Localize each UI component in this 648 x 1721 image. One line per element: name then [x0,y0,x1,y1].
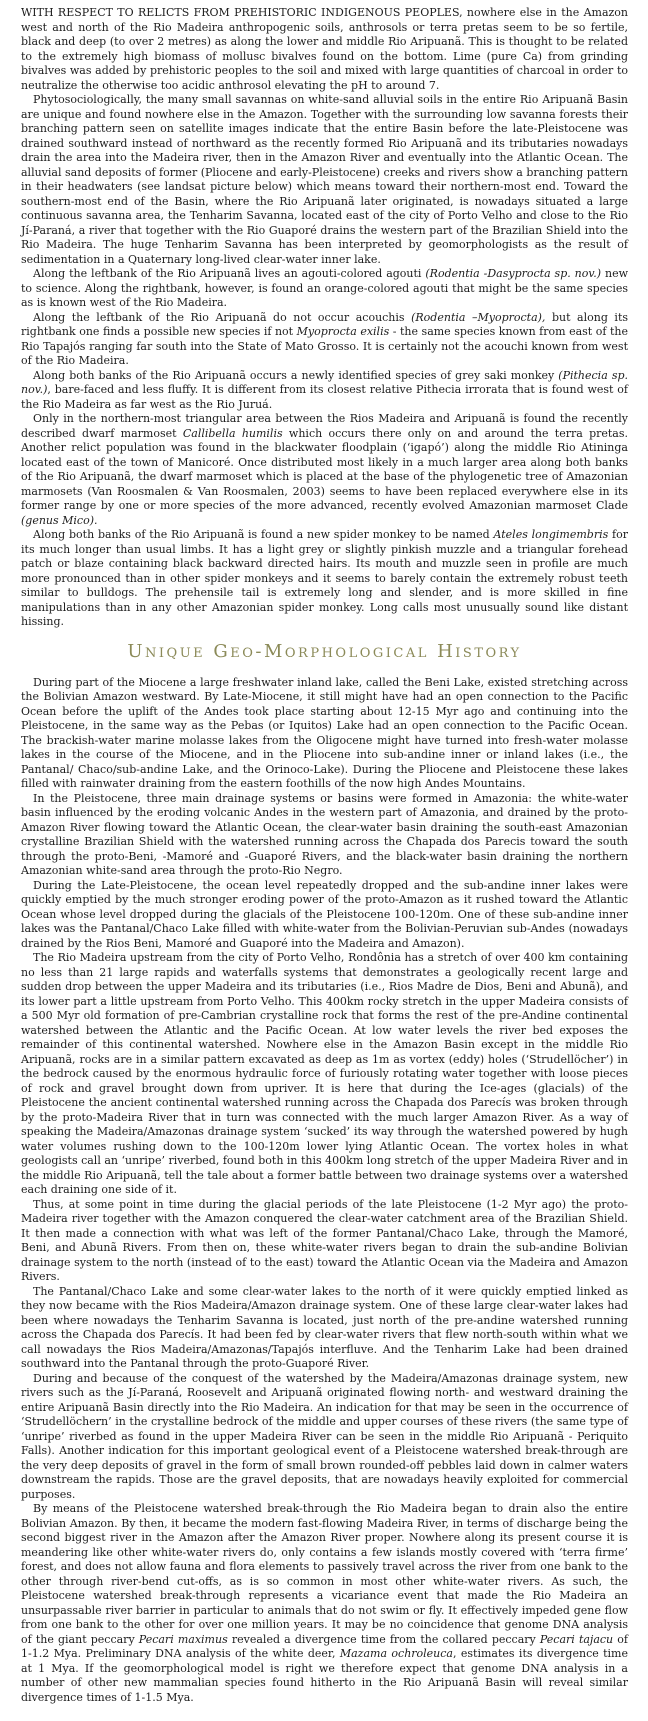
paragraph: The Rio Madeira upstream from the city of Porto Velho, Rondônia has a stretch of over 400 km containing no less than 21 large rapids and waterfalls systems that demonstrates a geologically recent large and sudden drop between the upper Madeira and its tributaries (i.e., Rios Madre de Dios, Beni and Abunã), and its lower part a little upstream from Porto Velho. This 400km rocky stretch in the upper Madeira consists of a 500 Myr old formation of pre-Cambrian crystalline rock that forms the rest of the pre-Andine continental watershed between the Atlantic and the Pacific Ocean. At low water levels the river bed exposes the remainder of this continental watershed. Nowhere else in the Amazon Basin except in the middle Rio Aripuanã, rocks are in a similar pattern excavated as deep as 1m as vortex (eddy) holes (‘Strudellöcher’) in the bedrock caused by the enormous hydraulic force of furiously rotating water together with loose pieces of rock and gravel brought down from upriver. It is here that during the Ice-ages (glacials) of the Pleistocene the ancient continental watershed running across the Chapada dos Parecís was broken through by the proto-Madeira River that in turn was connected with the much larger Amazon River. As a way of speaking the Madeira/Amazonas drainage system ‘sucked’ its way through the watershed powered by hugh water volumes rushing down to the 100-120m lower lying Atlantic Ocean. The vortex holes in what geologists call an ‘unripe’ riverbed, found both in this 400km long stretch of the upper Madeira River and in the middle Rio Aripuanã, tell the tale about a former battle between two drainage systems over a watershed each draining one side of it. [21,951,628,1196]
paragraph: During and because of the conquest of the watershed by the Madeira/Amazonas drainage system, new rivers such as the Jí-Paraná, Roosevelt and Aripuanã originated flowing north- and westward draining the entire Aripuanã Basin directly into the Rio Madeira. An indication for that may be seen in the occurrence of ‘Strudellöchern’ in the crystalline bedrock of the middle and upper courses of these rivers (the same type of ‘unripe’ riverbed as found in the upper Madeira River can be seen in the middle Rio Aripuanã - Periquito Falls). Another indication for this important geological event of a Pleistocene watershed break-through are the very deep deposits of gravel in the form of small brown rounded-off pebbles laid down in calmer waters downstream the rapids. Those are the gravel deposits, that are nowadays heavily exploited for commercial purposes. [21,1371,628,1501]
taxon-name: Callibella humilis [182,426,283,440]
taxon-name: Ateles longimembris [493,528,609,541]
paragraph: Along the leftbank of the Rio Aripuanã do not occur acouchis (Rodentia –Myoprocta), but along its rightbank one finds a possible new species if not Myoprocta exilis - the same species known from east of the Rio Tapajós ranging far south into the State of Mato Grosso. It is certainly not the acouchi known from west of the Rio Madeira. [21,310,629,367]
paragraph: Along the leftbank of the Rio Aripuanã lives an agouti-colored agouti (Rodentia -Dasyprocta sp. nov.) new to science. Along the rightbank, however, is found an orange-colored agouti that might be the same species as is known west of the Rio Madeira. [21,267,628,309]
paragraph: Along both banks of the Rio Aripuanã occurs a newly identified species of grey saki monkey (Pithecia sp. nov.), bare-faced and less fluffy. It is different from its closest relative Pithecia irrorata that is found west of the Rio Madeira as far west as the Rio Juruá. [21,368,628,411]
paragraph: In the Pleistocene, three main drainage systems or basins were formed in Amazonia: the white-water basin influenced by the eroding volcanic Andes in the western part of Amazonia, and drained by the proto-Amazon River flowing toward the Atlantic Ocean, the clear-water basin draining the south-east Amazonian crystalline Brazilian Shield with the watershed running across the Chapada dos Parecis toward the south through the proto-Beni, -Mamoré and -Guaporé Rivers, and the black-water basin draining the northern Amazonian white-sand area through the proto-Rio Negro. [21,791,628,877]
paragraph: During the Late-Pleistocene, the ocean level repeatedly dropped and the sub-andine inner lakes were quickly emptied by the much stronger eroding power of the proto-Amazon as it rushed toward the Atlantic Ocean whose level dropped during the glacials of the Pleistocene 100-120m. One of these sub-andine inner lakes was the Pantanal/Chaco Lake filled with white-water from the Bolivian-Peruvian sub-Andes (nowadays drained by the Rios Beni, Mamoré and Guaporé into the Madeira and Amazon). [21,878,628,950]
taxon-name: Mazama ochroleuca [339,1647,453,1660]
taxon-name: Pecari tajacu [539,1632,614,1646]
paragraph: The Pantanal/Chaco Lake and some clear-water lakes to the north of it were quickly emptied linked as they now became with the Rios Madeira/Amazon drainage system. One of these large clear-water lakes had been where nowadays the Tenharim Savanna is located, just north of the pre-andine watershed running across the Chapada dos Parecís. It had been fed by clear-water rivers that flew north-south within what we call nowadays the Rios Madeira/Amazonas/Tapajós interfluve. And the Tenharim Lake had been drained southward into the Pantanal through the proto-Guaporé River. [21,1284,628,1370]
paragraph: Along both banks of the Rio Aripuanã is found a new spider monkey to be named Ateles longimembris for its much longer than usual limbs. It has a light grey or slightly pinkish muzzle and a triangular forehead patch or blaze containing black backward directed hairs. Its mouth and muzzle seen in profile are much more pronounced than in other spider monkeys and it seems to barely contain the extremely robust teeth similar to bulldogs. The prehensile tail is extremely long and slender, and is more skilled in fine manipulations than in any other Amazonian spider monkey. Long calls most unusually sound like distant hissing. [21,528,629,628]
taxon-name: (genus Mico). [21,513,98,527]
taxon-name: (Rodentia -Dasyprocta sp. nov.) [425,267,602,280]
paragraph: By means of the Pleistocene watershed break-through the Rio Madeira began to drain also the entire Bolivian Amazon. By then, it became the modern fast-flowing Madeira River, in terms of discharge being the second biggest river in the Amazon after the Amazon River proper. Nowhere along its present course it is meandering like other white-water rivers do, only contains a few islands mostly covered with ‘terra firme’ forest, and does not allow fauna and flora elements to passively travel across the river from one bank to the other through river-bend cut-offs, as is so common in most other white-water rivers. As such, the Pleistocene watershed break-through represents a vicariance event that made the Rio Madeira an unsurpassable river barrier in particular to animals that do not swim or fly. It effectively impeded gene flow from one bank to the other for over one million years. It may be no coincidence that genome DNA analysis of the giant peccary Pecari maximus revealed a divergence time from the collared peccary Pecari tajacu of 1-1.2 Mya. Preliminary DNA analysis of the white deer, Mazama ochroleuca, estimates its divergence time at 1 Mya. If the geomorphological model is right we therefore expect that genome DNA analysis in a number of other new mammalian species found hitherto in the Rio Aripuanã Basin will reveal similar divergence times of 1-1.5 Mya. [21,1502,628,1704]
section-heading: Unique Geo-Morphological History [127,640,522,662]
taxon-name: (Rodentia –Myoprocta), [411,310,546,324]
paragraph: Only in the northern-most triangular area between the Rios Madeira and Aripuanã is found the recently described dwarf marmoset Callibella humilis which occurs there only on and around the terra pretas. Another relict population was found in the blackwater floodplain (‘igapó’) along the middle Rio Atininga located east of the town of Manicoré. Once distributed most likely in a much larger area along both banks of the Rio Aripuanã, the dwarf marmoset which is placed at the base of the phylogenetic tree of Amazonian marmosets (Van Roosmalen & Van Roosmalen, 2003) seems to have been replaced everywhere else in its former range by one or more species of the more advanced, recently evolved Amazonian marmoset Clade (genus Mico). [21,412,628,527]
taxon-name: Pecari maximus [138,1632,228,1646]
paragraph: Phytosociologically, the many small savannas on white-sand alluvial soils in the entire Rio Aripuanã Basin are unique and found nowhere else in the Amazon. Together with the surrounding low savanna forests their branching pattern seen on satellite images indicate that the entire Basin before the late-Pleistocene was drained southward instead of northward as the recently formed Rio Aripuanã and its tributaries nowadays drain the area into the Madeira river, then in the Amazon River and eventually into the Atlantic Ocean. The alluvial sand deposits of former (Pliocene and early-Pleistocene) creeks and rivers show a branching pattern in their headwaters (see landsat picture below) which means toward their northern-most end. Toward the southern-most end of the Basin, where the Rio Aripuanã later originated, is nowadays situated a large continuous savanna area, the Tenharim Savanna, located east of the city of Porto Velho and close to the Rio Jí-Paraná, a river that together with the Rio Guaporé drains the western part of the Brazilian Shield into the Rio Madeira. The huge Tenharim Savanna has been interpreted by geomorphologists as the result of sedimentation in a Quaternary long-lived clear-water inner lake. [21,93,628,266]
history-section [21,676,628,1706]
paragraph: During part of the Miocene a large freshwater inland lake, called the Beni Lake, existed stretching across the Bolivian Amazon westward. By Late-Miocene, it still might have had an open connection to the Pacific Ocean before the uplift of the Andes took place starting about 12-15 Myr ago and continuing into the Pleistocene, in the same way as the Pebas (or Iquitos) Lake had an open connection to the Pacific Ocean. The brackish-water marine molasse lakes from the Oligocene might have turned into fresh-water molasse lakes in the course of the Miocene, and in the Pliocene into sub-andine inner or inland lakes (i.e., the Pantanal/ Chaco/sub-andine Lake, and the Orinoco-Lake). During the Pliocene and Pleistocene these lakes filled with rainwater draining from the eastern foothills of the now high Andes Mountains. [21,675,628,790]
paragraph: Thus, at some point in time during the glacial periods of the late Pleistocene (1-2 Myr ago) the proto-Madeira river together with the Amazon conquered the clear-water catchment area of the Brazilian Shield. It then made a connection with what was left of the former Pantanal/Chaco Lake, through the Mamoré, Beni, and Abunã Rivers. From then on, these white-water rivers began to drain the sub-andine Bolivian drainage system to the north (instead of to the east) toward the Atlantic Ocean via the Madeira and Amazon Rivers. [21,1197,628,1283]
intro-section [21,6,628,630]
paragraph: WITH RESPECT TO RELICTS FROM PREHISTORIC INDIGENOUS PEOPLES, nowhere else in the Amazon west and north of the Rio Madeira anthropogenic soils, anthrosols or terra pretas seem to be so fertile, black and deep (to over 2 metres) as along the lower and middle Rio Aripuanã. This is thought to be related to the extremely high biomass of mollusc bivalves found on the bottom. Lime (pure Ca) from grinding bivalves was added by prehistoric peoples to the soil and mixed with large quantities of charcoal in order to neutralize the otherwise too acidic anthrosol elevating the pH to around 7. [21,6,628,92]
taxon-name: Myoprocta exilis [296,325,390,338]
taxon-name: (Pithecia sp. nov.) [21,368,628,396]
